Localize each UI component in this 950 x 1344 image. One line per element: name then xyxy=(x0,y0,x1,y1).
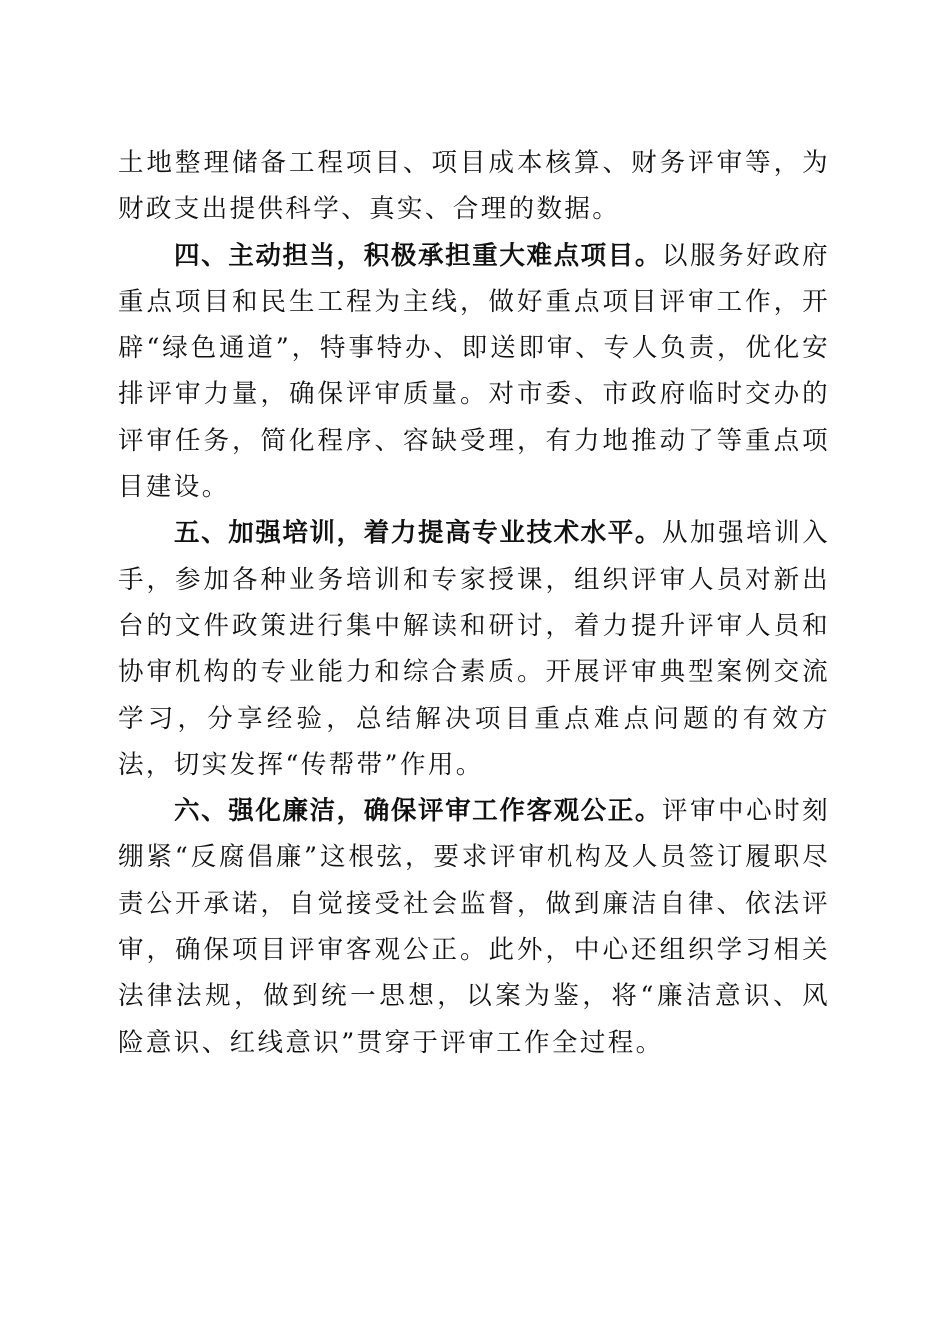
paragraph-text: 从加强培训入手，参加各种业务培训和专家授课，组织评审人员对新出台的文件政策进行集中解读和研讨，着力提升评审人员和协审机构的专业能力和综合素质。开展评审典型案例交流学习，分享经验，总结解决项目重点难点问题的有效方法，切实发挥“传帮带”作用。 xyxy=(118,518,830,780)
paragraph-section-five xyxy=(118,510,830,788)
paragraph-section-six xyxy=(118,788,830,1066)
paragraph-text: 土地整理储备工程项目、项目成本核算、财务评审等，为财政支出提供科学、真实、合理的数据。 xyxy=(118,148,830,225)
paragraph-text: 以服务好政府重点项目和民生工程为主线，做好重点项目评审工作，开辟“绿色通道”，特事特办、即送即审、专人负责，优化安排评审力量，确保评审质量。对市委、市政府临时交办的评审任务，简化程序、容缺受理，有力地推动了等重点项目建设。 xyxy=(118,240,830,503)
paragraph-text: 评审中心时刻绷紧“反腐倡廉”这根弦，要求评审机构及人员签订履职尽责公开承诺，自觉接受社会监督，做到廉洁自律、依法评审，确保项目评审客观公正。此外，中心还组织学习相关法律法规，做到统一思想，以案为鉴，将“廉洁意识、风险意识、红线意识”贯穿于评审工作全过程。 xyxy=(118,796,830,1058)
document-page xyxy=(118,140,830,1066)
section-heading: 六、强化廉洁，确保评审工作客观公正。 xyxy=(174,796,663,827)
section-heading: 五、加强培训，着力提高专业技术水平。 xyxy=(174,518,663,549)
paragraph-continuation xyxy=(118,140,830,233)
paragraph-section-four xyxy=(118,233,830,511)
section-heading: 四、主动担当，积极承担重大难点项目。 xyxy=(174,240,663,271)
